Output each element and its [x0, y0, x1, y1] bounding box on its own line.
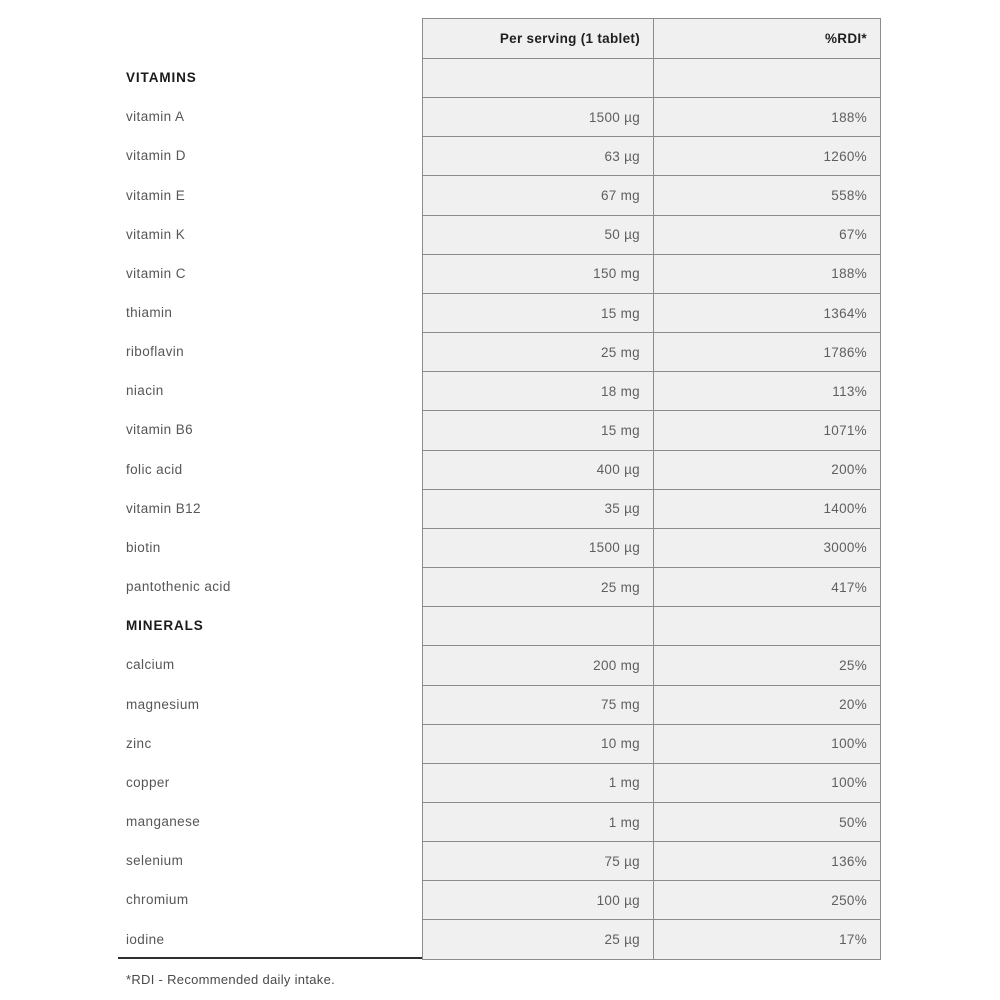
facts-table-body [423, 59, 881, 960]
label-row [118, 97, 422, 136]
rdi-cell: 25% [654, 646, 881, 685]
amount-cell: 75 mg [423, 685, 654, 724]
section-spacer-row [423, 59, 881, 98]
row-label: thiamin [126, 305, 173, 321]
row-label: riboflavin [126, 344, 185, 360]
section-title: VITAMINS [126, 70, 197, 86]
amount-cell: 15 mg [423, 411, 654, 450]
rdi-cell: 1786% [654, 333, 881, 372]
amount-cell: 1 mg [423, 802, 654, 841]
rdi-cell: 1260% [654, 137, 881, 176]
label-row [118, 841, 422, 880]
table-row [423, 802, 881, 841]
amount-cell: 25 µg [423, 920, 654, 959]
amount-cell: 35 µg [423, 489, 654, 528]
label-row [118, 293, 422, 332]
table-row [423, 411, 881, 450]
table-row [423, 881, 881, 920]
label-row [118, 371, 422, 410]
amount-cell: 25 mg [423, 568, 654, 607]
rdi-cell: 20% [654, 685, 881, 724]
rdi-cell: 188% [654, 98, 881, 137]
row-label: selenium [126, 853, 184, 869]
table-row [423, 568, 881, 607]
row-label: copper [126, 774, 170, 790]
row-label: manganese [126, 814, 201, 830]
row-label: pantothenic acid [126, 579, 231, 595]
row-label: vitamin C [126, 265, 186, 281]
amount-cell: 25 mg [423, 333, 654, 372]
row-label: vitamin A [126, 109, 185, 125]
table-row [423, 685, 881, 724]
amount-cell [423, 607, 654, 646]
rdi-cell: 100% [654, 763, 881, 802]
amount-cell: 1 mg [423, 763, 654, 802]
table-row [423, 724, 881, 763]
row-label: folic acid [126, 461, 183, 477]
per-serving-column-header: Per serving (1 tablet) [423, 19, 654, 59]
rdi-cell: 113% [654, 372, 881, 411]
label-row [118, 880, 422, 919]
rdi-cell: 417% [654, 568, 881, 607]
table-header-row [423, 19, 881, 59]
label-row [118, 528, 422, 567]
amount-cell: 15 mg [423, 293, 654, 332]
row-label: vitamin B12 [126, 500, 201, 516]
row-label: magnesium [126, 696, 200, 712]
section-title: MINERALS [126, 618, 204, 634]
table-row [423, 333, 881, 372]
amount-cell: 1500 µg [423, 528, 654, 567]
row-label: biotin [126, 539, 161, 555]
rdi-cell: 67% [654, 215, 881, 254]
rdi-cell: 100% [654, 724, 881, 763]
section-spacer-row [423, 607, 881, 646]
row-label: vitamin E [126, 187, 186, 203]
amount-cell: 75 µg [423, 842, 654, 881]
amount-cell: 150 mg [423, 254, 654, 293]
label-row [118, 802, 422, 841]
amount-cell: 50 µg [423, 215, 654, 254]
table-row [423, 528, 881, 567]
amount-cell: 1500 µg [423, 98, 654, 137]
rdi-cell: 136% [654, 842, 881, 881]
facts-table [422, 18, 881, 960]
table-row [423, 254, 881, 293]
label-row [118, 763, 422, 802]
row-label: vitamin K [126, 226, 186, 242]
rdi-footnote: *RDI - Recommended daily intake. [126, 972, 336, 987]
table-row [423, 842, 881, 881]
row-label: vitamin D [126, 148, 186, 164]
label-row [118, 254, 422, 293]
table-row [423, 489, 881, 528]
label-row [118, 215, 422, 254]
row-label: chromium [126, 892, 189, 908]
label-row [118, 410, 422, 449]
label-row [118, 58, 422, 97]
amount-cell: 67 mg [423, 176, 654, 215]
amount-cell: 18 mg [423, 372, 654, 411]
amount-cell: 200 mg [423, 646, 654, 685]
rdi-column-header: %RDI* [654, 19, 881, 59]
rdi-cell: 200% [654, 450, 881, 489]
rdi-cell: 50% [654, 802, 881, 841]
rdi-cell: 558% [654, 176, 881, 215]
amount-cell [423, 59, 654, 98]
row-label: vitamin B6 [126, 422, 194, 438]
table-row [423, 176, 881, 215]
labels-header-spacer [118, 18, 422, 58]
table-row [423, 137, 881, 176]
table-row [423, 646, 881, 685]
table-row [423, 763, 881, 802]
labels-column [118, 18, 422, 959]
label-row [118, 685, 422, 724]
table-row [423, 372, 881, 411]
label-row [118, 175, 422, 214]
rdi-cell: 1071% [654, 411, 881, 450]
label-row [118, 919, 422, 958]
table-row [423, 450, 881, 489]
table-row [423, 920, 881, 959]
rdi-cell [654, 59, 881, 98]
table-row [423, 98, 881, 137]
row-label: calcium [126, 657, 175, 673]
amount-cell: 10 mg [423, 724, 654, 763]
table-row [423, 293, 881, 332]
label-row [118, 489, 422, 528]
row-label: zinc [126, 735, 152, 751]
row-label: niacin [126, 383, 164, 399]
rdi-cell: 188% [654, 254, 881, 293]
row-label: iodine [126, 931, 165, 947]
rdi-cell: 17% [654, 920, 881, 959]
amount-cell: 100 µg [423, 881, 654, 920]
label-row [118, 450, 422, 489]
rdi-cell [654, 607, 881, 646]
labels-underline [118, 957, 422, 959]
rdi-cell: 1400% [654, 489, 881, 528]
label-row [118, 136, 422, 175]
label-row [118, 606, 422, 645]
rdi-cell: 3000% [654, 528, 881, 567]
rdi-cell: 250% [654, 881, 881, 920]
rdi-cell: 1364% [654, 293, 881, 332]
amount-cell: 63 µg [423, 137, 654, 176]
label-row [118, 724, 422, 763]
label-row [118, 645, 422, 684]
amount-cell: 400 µg [423, 450, 654, 489]
label-row [118, 567, 422, 606]
table-row [423, 215, 881, 254]
label-row [118, 332, 422, 371]
